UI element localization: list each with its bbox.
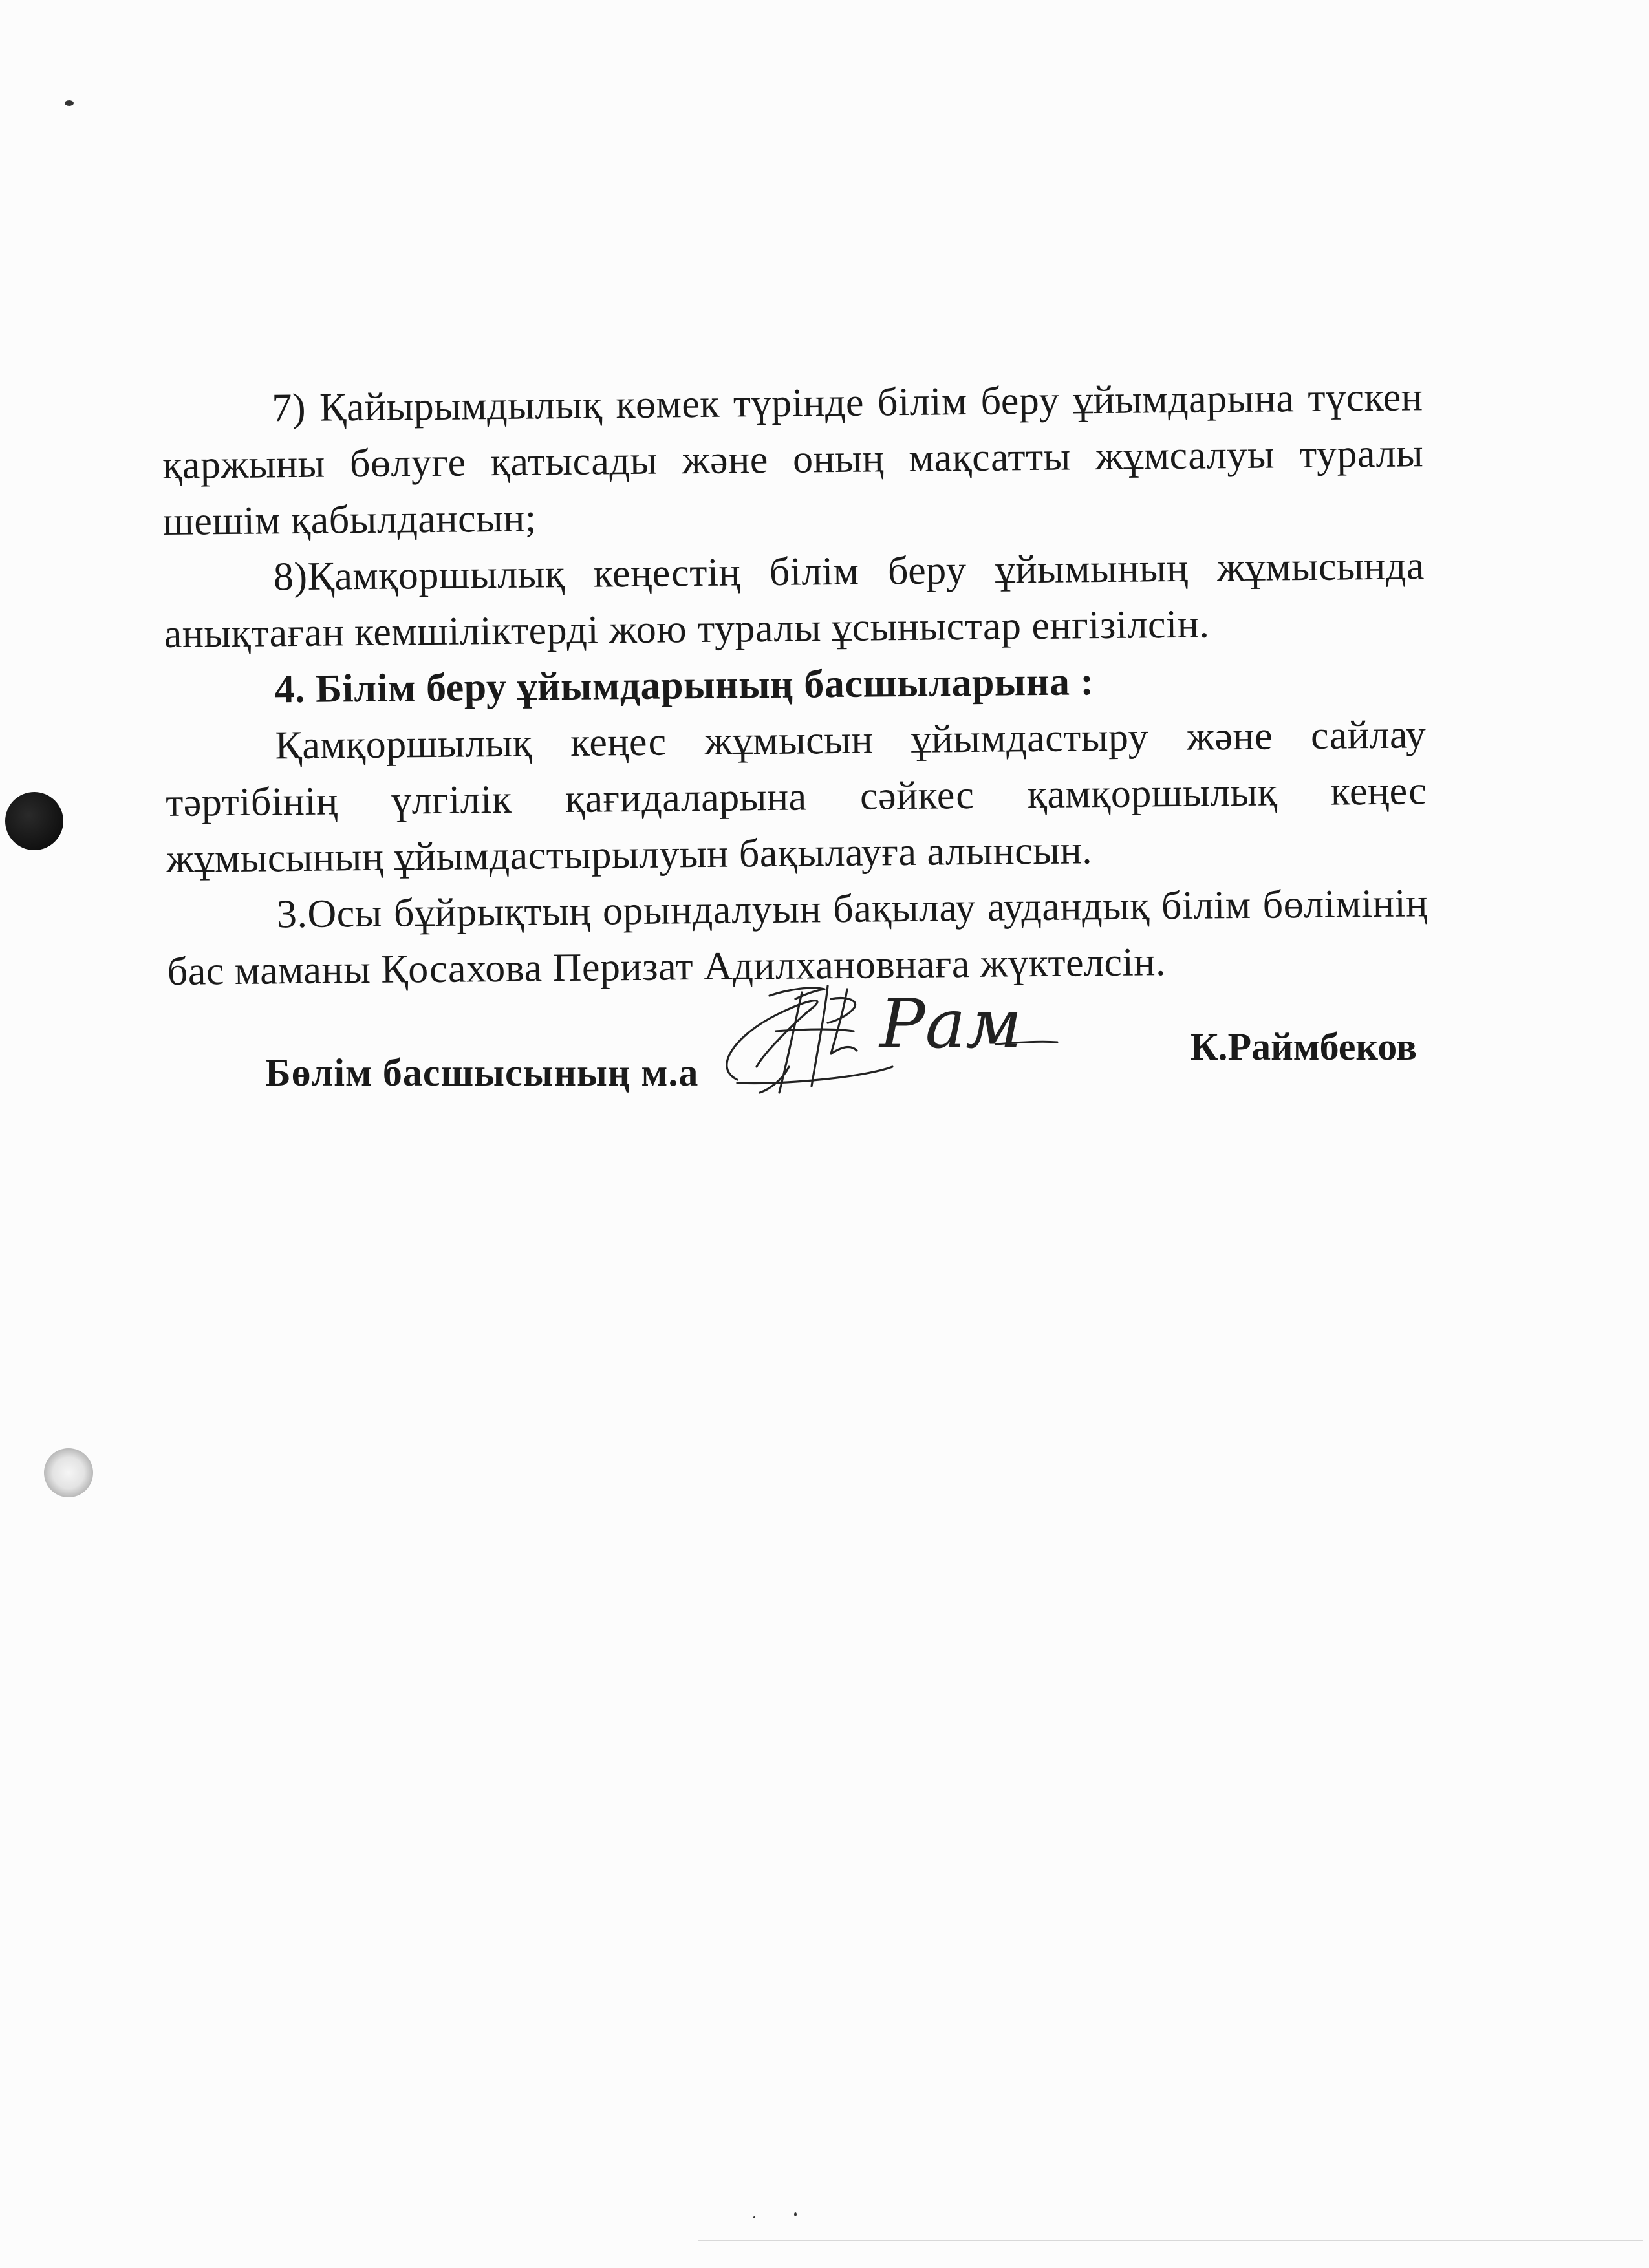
paragraph-3: 3.Осы бұйрықтың орындалуын бақылау аудандық білім бөлімінің бас маманы Қосахова Перизат Адилхановнаға жүктелсін. [167, 881, 1428, 994]
paragraph-7: 7) Қайырымдылық көмек түрінде білім беру ұйымдарына түскен қаржыны бөлуге қатысады және оның мақсатты жұмсалуы туралы шешім қабылдансын; [162, 375, 1424, 544]
signature-lettering: Рам [879, 985, 1022, 1064]
paragraph-8: 8)Қамқоршылық кеңестің білім беру ұйымының жұмысында анықтаған кемшіліктерді жою туралы ұсыныстар енгізілсін. [164, 544, 1425, 656]
handwritten-signature [698, 970, 1061, 1099]
paragraph-4-body: Қамқоршылық кеңес жұмысын ұйымдастыру және сайлау тәртібінің үлгілік қағидаларына сәйкес қамқоршылық кеңес жұмысының ұйымдастырылуын бақылауға алынсын. [165, 712, 1427, 881]
scan-edge-line [698, 2240, 1643, 2241]
section-heading-4: 4. Білім беру ұйымдарының басшыларына : [274, 659, 1094, 712]
signature-block [0, 970, 1649, 1138]
scan-speck [794, 2212, 797, 2216]
scan-speck [65, 100, 74, 106]
document-body [162, 369, 1428, 1000]
punch-hole [44, 1448, 93, 1497]
punch-hole [5, 792, 63, 850]
scan-speck [753, 2216, 755, 2218]
signer-name: К.Раймбеков [1190, 1025, 1417, 1068]
signer-title: Бөлім басшысының м.а [265, 1051, 699, 1094]
